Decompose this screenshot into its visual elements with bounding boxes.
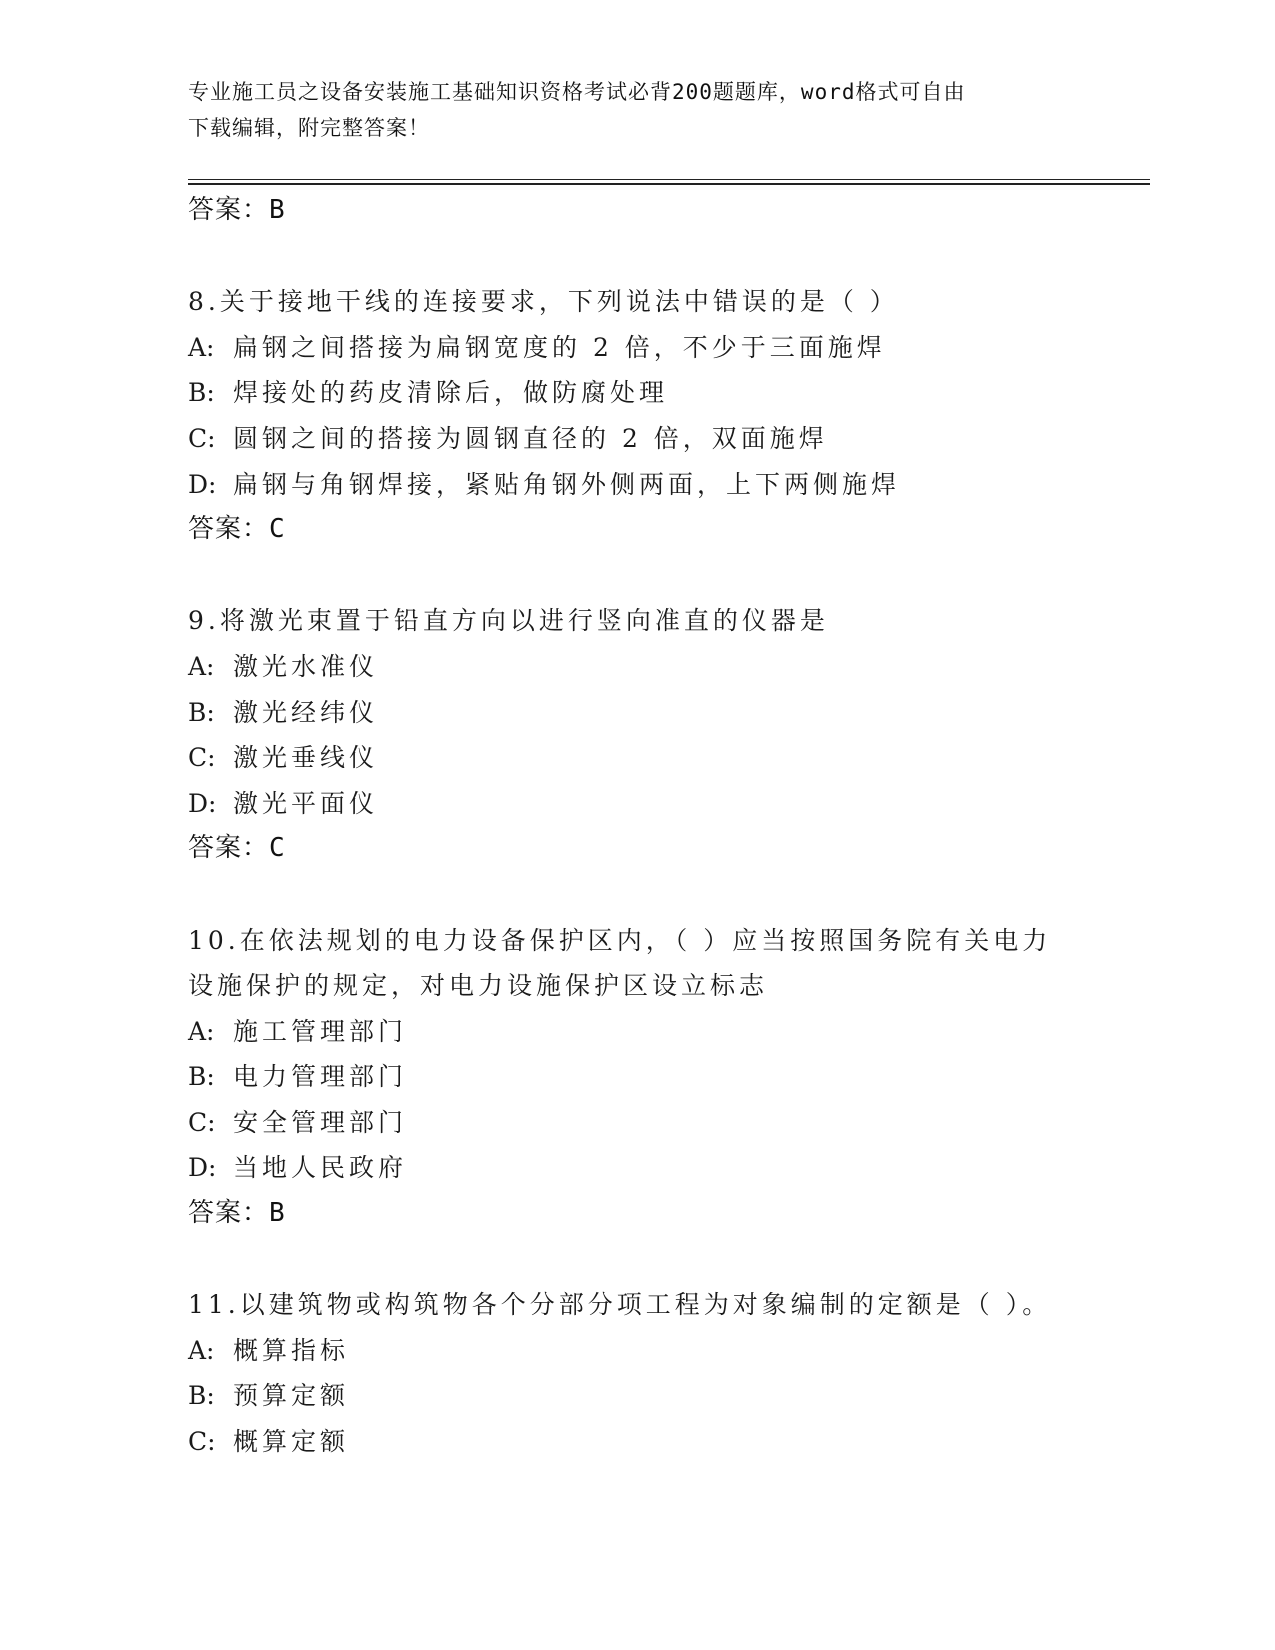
option-letter: A: bbox=[188, 1016, 215, 1046]
option-letter: B: bbox=[188, 697, 215, 727]
option-c bbox=[188, 416, 1138, 462]
option-text: 安全管理部门 bbox=[233, 1107, 408, 1137]
option-letter: C: bbox=[188, 1107, 216, 1137]
option-c bbox=[188, 1419, 1138, 1465]
option-letter: B: bbox=[188, 378, 215, 408]
question-stem: 10.在依法规划的电力设备保护区内，（ ）应当按照国务院有关电力设施保护的规定，对电力设施保护区设立标志 bbox=[188, 925, 1052, 1001]
option-letter: D: bbox=[188, 788, 217, 818]
option-text: 电力管理部门 bbox=[233, 1062, 408, 1092]
option-text: 圆钢之间的搭接为圆钢直径的 2 倍，双面施焊 bbox=[233, 423, 828, 453]
option-b bbox=[188, 1373, 1138, 1419]
option-letter: A: bbox=[188, 651, 215, 681]
question-stem: 8.关于接地干线的连接要求，下列说法中错误的是（ ） bbox=[188, 287, 899, 317]
answer-line: 答案：C bbox=[188, 514, 286, 545]
option-b bbox=[188, 370, 1138, 416]
header-line-2: 下载编辑，附完整答案！ bbox=[188, 116, 430, 140]
option-letter: C: bbox=[188, 423, 216, 453]
spacer bbox=[188, 234, 1138, 280]
question-block bbox=[188, 279, 1138, 553]
option-letter: D: bbox=[188, 469, 217, 499]
spacer bbox=[188, 872, 1138, 918]
document-body bbox=[188, 188, 1138, 1465]
option-letter: C: bbox=[188, 1427, 216, 1457]
option-letter: B: bbox=[188, 1062, 215, 1092]
question-block bbox=[188, 1282, 1138, 1464]
option-text: 概算定额 bbox=[233, 1427, 350, 1457]
answer-line: 答案：C bbox=[188, 833, 286, 864]
option-text: 当地人民政府 bbox=[233, 1153, 408, 1183]
option-letter: A: bbox=[188, 1335, 215, 1365]
header-divider-thin bbox=[188, 179, 1150, 180]
option-d bbox=[188, 462, 1138, 508]
option-text: 概算指标 bbox=[233, 1335, 350, 1365]
option-b bbox=[188, 690, 1138, 736]
option-text: 预算定额 bbox=[233, 1381, 350, 1411]
option-a bbox=[188, 325, 1138, 371]
question-stem: 9.将激光束置于铅直方向以进行竖向准直的仪器是 bbox=[188, 606, 829, 636]
option-a bbox=[188, 1009, 1138, 1055]
option-c bbox=[188, 735, 1138, 781]
option-letter: C: bbox=[188, 743, 216, 773]
header-divider-thick bbox=[188, 183, 1150, 185]
answer-line: 答案：B bbox=[188, 1198, 286, 1229]
option-c bbox=[188, 1100, 1138, 1146]
spacer bbox=[188, 553, 1138, 599]
option-letter: D: bbox=[188, 1153, 217, 1183]
option-text: 施工管理部门 bbox=[233, 1016, 408, 1046]
question-stem: 11.以建筑物或构筑物各个分部分项工程为对象编制的定额是（ ）。 bbox=[188, 1290, 1052, 1320]
question-block bbox=[188, 918, 1138, 1237]
option-d bbox=[188, 781, 1138, 827]
option-letter: A: bbox=[188, 332, 215, 362]
option-text: 激光水准仪 bbox=[233, 651, 379, 681]
option-text: 激光垂线仪 bbox=[233, 743, 379, 773]
option-d bbox=[188, 1145, 1138, 1191]
question-block bbox=[188, 598, 1138, 872]
option-text: 扁钢之间搭接为扁钢宽度的 2 倍，不少于三面施焊 bbox=[233, 332, 886, 362]
option-text: 激光平面仪 bbox=[233, 788, 379, 818]
option-a bbox=[188, 644, 1138, 690]
option-a bbox=[188, 1328, 1138, 1374]
header-line-1: 专业施工员之设备安装施工基础知识资格考试必背200题题库，word格式可自由 bbox=[188, 80, 966, 104]
option-b bbox=[188, 1054, 1138, 1100]
option-text: 扁钢与角钢焊接，紧贴角钢外侧两面，上下两侧施焊 bbox=[233, 469, 901, 499]
document-header bbox=[188, 74, 1088, 146]
option-letter: B: bbox=[188, 1381, 215, 1411]
previous-answer: 答案：B bbox=[188, 195, 286, 225]
option-text: 激光经纬仪 bbox=[233, 697, 379, 727]
spacer bbox=[188, 1237, 1138, 1283]
option-text: 焊接处的药皮清除后，做防腐处理 bbox=[233, 378, 669, 408]
